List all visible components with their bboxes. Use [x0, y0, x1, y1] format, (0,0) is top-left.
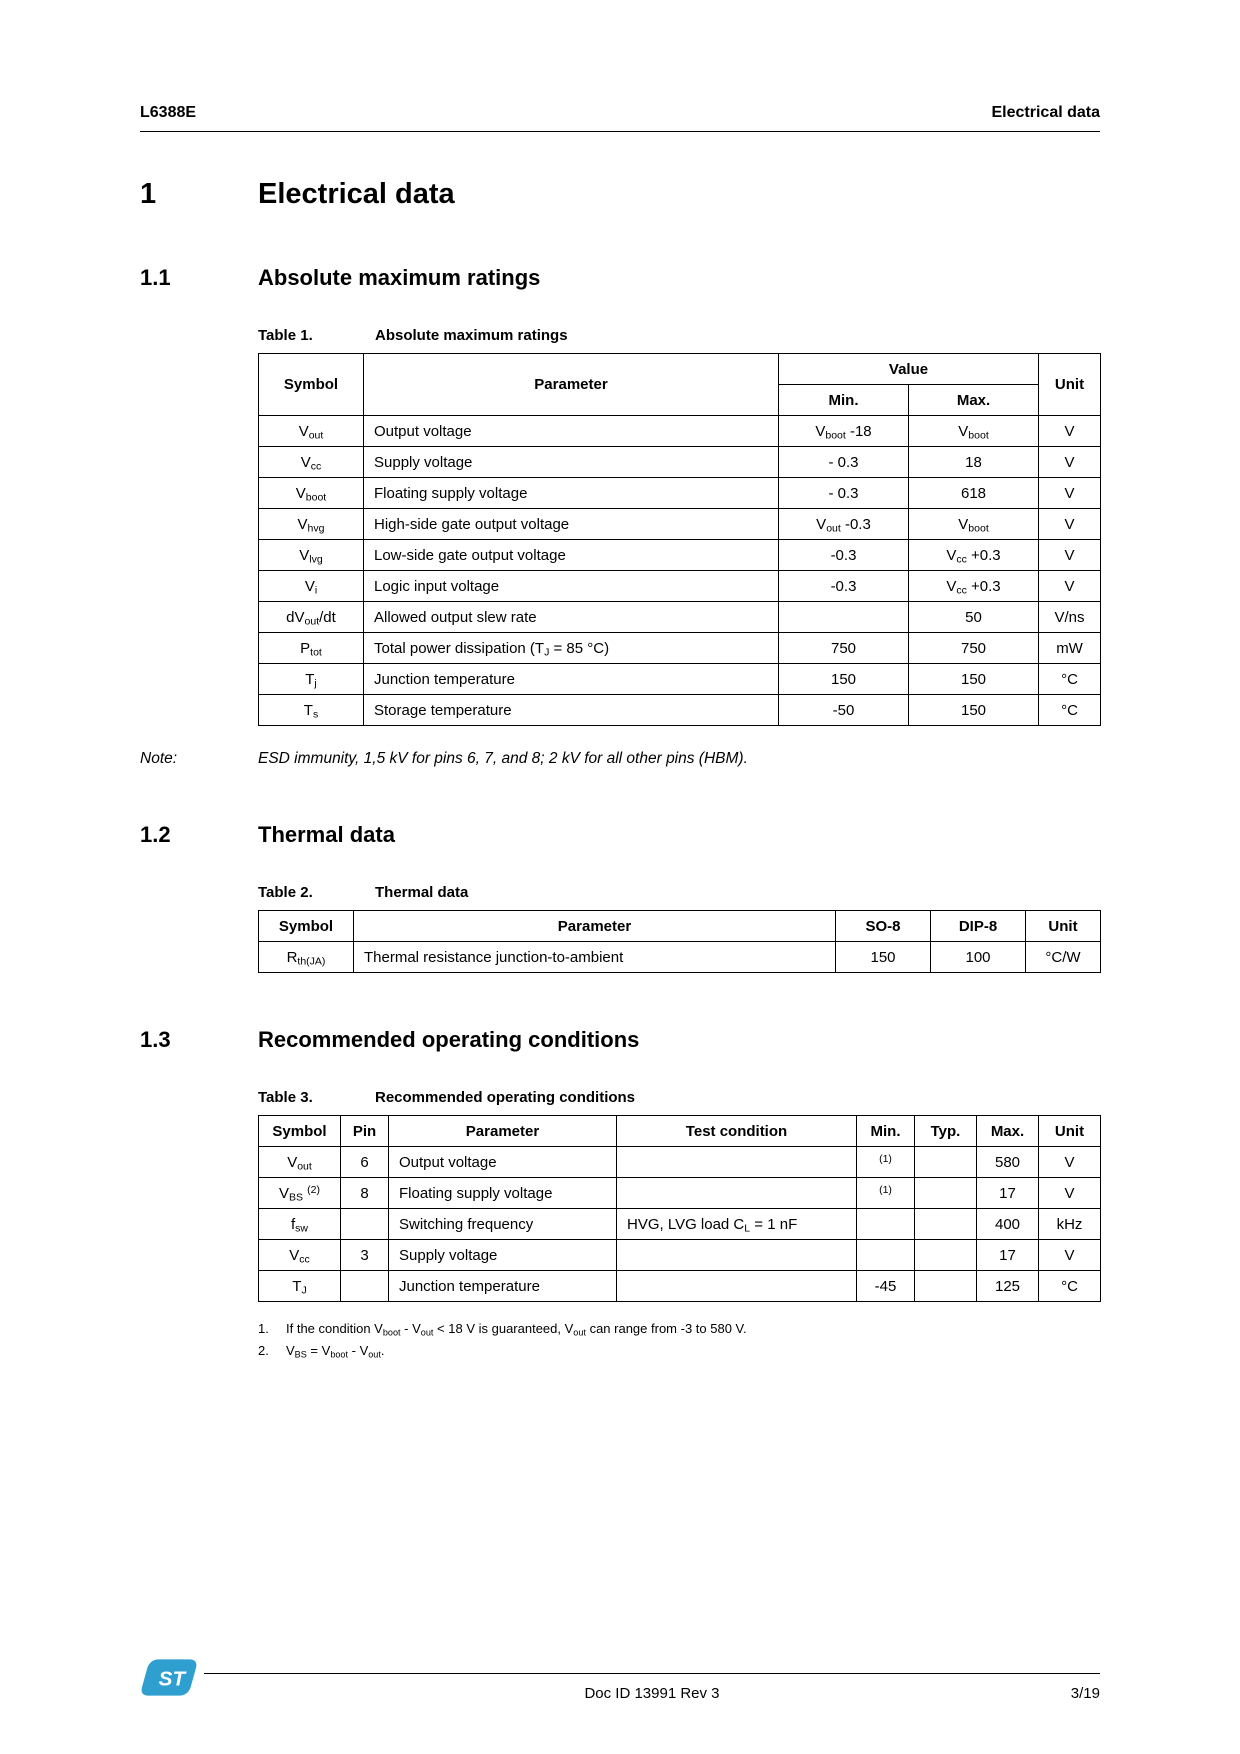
table-row [259, 664, 1101, 695]
cell-symbol: $P_{tot}$ [259, 633, 364, 664]
cell-min [779, 602, 909, 633]
footnote [258, 1343, 1100, 1358]
cell-unit: V [1039, 509, 1101, 540]
cell-pin [341, 1271, 389, 1302]
cell-unit: V [1039, 1240, 1101, 1271]
cell-symbol: $V_i$ [259, 571, 364, 602]
cell-min: -50 [779, 695, 909, 726]
page-footer [140, 1667, 1100, 1702]
footnote-number: 2. [258, 1343, 269, 1358]
cell-max: 150 [909, 664, 1039, 695]
cell-test-condition [617, 1240, 857, 1271]
cell-max: $V_{boot}$ [909, 416, 1039, 447]
cell-pin [341, 1209, 389, 1240]
cell-unit: V [1039, 478, 1101, 509]
col-header-min: Min. [779, 385, 909, 416]
note-label: Note: [140, 750, 178, 767]
st-logo-icon [140, 1657, 198, 1699]
cell-symbol: $V_{BS}$ $^{(2)}$ [259, 1178, 341, 1209]
cell-max: 580 [977, 1147, 1039, 1178]
cell-unit: V [1039, 416, 1101, 447]
section-1-1-heading [140, 265, 1100, 291]
cell-symbol: $f_{sw}$ [259, 1209, 341, 1240]
section-1-heading [140, 178, 1100, 211]
table-row [259, 540, 1101, 571]
cell-unit: °C/W [1026, 942, 1101, 973]
col-header-max: Max. [977, 1116, 1039, 1147]
footnote-text: $V_{BS} = V_{boot} - V_{out}$. [286, 1343, 385, 1360]
cell-so8: 150 [836, 942, 931, 973]
cell-symbol: $R_{th(JA)}$ [259, 942, 354, 973]
cell-parameter: Output voltage [364, 416, 779, 447]
cell-parameter: Low-side gate output voltage [364, 540, 779, 571]
table-caption-label: Table 3. [258, 1089, 313, 1106]
cell-max: 50 [909, 602, 1039, 633]
table-caption-label: Table 1. [258, 327, 313, 344]
col-header-test-condition: Test condition [617, 1116, 857, 1147]
cell-unit: V [1039, 1178, 1101, 1209]
table-row [259, 1147, 1101, 1178]
col-header-parameter: Parameter [364, 354, 779, 416]
cell-parameter: Switching frequency [389, 1209, 617, 1240]
col-header-typ: Typ. [915, 1116, 977, 1147]
footnote-text: If the condition $V_{boot} - V_{out} < 18$ V is guaranteed, $V_{out}$ can range from -3 to 580 V. [286, 1321, 747, 1338]
cell-unit: V [1039, 447, 1101, 478]
cell-symbol: $T_j$ [259, 664, 364, 695]
cell-max: 618 [909, 478, 1039, 509]
cell-pin: 8 [341, 1178, 389, 1209]
cell-min: 150 [779, 664, 909, 695]
table-caption-label: Table 2. [258, 884, 313, 901]
footer-page-number: 3/19 [1070, 1685, 1100, 1702]
cell-parameter: Supply voltage [389, 1240, 617, 1271]
section-1-3-heading [140, 1027, 1100, 1053]
cell-min: - 0.3 [779, 447, 909, 478]
cell-min: 750 [779, 633, 909, 664]
cell-min: (1) [857, 1178, 915, 1209]
cell-unit: V/ns [1039, 602, 1101, 633]
section-title: Recommended operating conditions [258, 1027, 640, 1052]
table-row [259, 633, 1101, 664]
cell-parameter: High-side gate output voltage [364, 509, 779, 540]
section-number: 1.1 [140, 265, 171, 290]
cell-unit: V [1039, 571, 1101, 602]
absolute-maximum-ratings-table [258, 353, 1101, 726]
st-logo-text: ST [158, 1667, 186, 1691]
cell-max: $V_{cc} +0.3$ [909, 540, 1039, 571]
cell-unit: °C [1039, 695, 1101, 726]
table-row [259, 571, 1101, 602]
cell-parameter: Storage temperature [364, 695, 779, 726]
table-row [259, 478, 1101, 509]
footer-rule [204, 1673, 1100, 1702]
cell-parameter: Junction temperature [389, 1271, 617, 1302]
cell-min: $V_{boot}$ -18 [779, 416, 909, 447]
cell-unit: °C [1039, 1271, 1101, 1302]
section-number: 1.2 [140, 822, 171, 847]
cell-parameter: Logic input voltage [364, 571, 779, 602]
cell-symbol: $V_{out}$ [259, 416, 364, 447]
footnote [258, 1321, 1100, 1336]
cell-max: 125 [977, 1271, 1039, 1302]
cell-typ [915, 1240, 977, 1271]
cell-pin: 6 [341, 1147, 389, 1178]
table-row [259, 509, 1101, 540]
col-header-max: Max. [909, 385, 1039, 416]
cell-min [857, 1240, 915, 1271]
cell-max: $V_{cc} +0.3$ [909, 571, 1039, 602]
cell-min: $V_{out}$ -0.3 [779, 509, 909, 540]
cell-parameter: Thermal resistance junction-to-ambient [354, 942, 836, 973]
col-header-pin: Pin [341, 1116, 389, 1147]
section-number: 1.3 [140, 1027, 171, 1052]
cell-typ [915, 1271, 977, 1302]
table-row [259, 1209, 1101, 1240]
section-title: Absolute maximum ratings [258, 265, 541, 290]
cell-test-condition: HVG, LVG load $C_L = 1$ nF [617, 1209, 857, 1240]
cell-parameter: Junction temperature [364, 664, 779, 695]
cell-unit: kHz [1039, 1209, 1101, 1240]
cell-max: 150 [909, 695, 1039, 726]
section-1-2-heading [140, 822, 1100, 848]
cell-min: -45 [857, 1271, 915, 1302]
cell-min: - 0.3 [779, 478, 909, 509]
cell-min: -0.3 [779, 571, 909, 602]
cell-parameter: Output voltage [389, 1147, 617, 1178]
footnote-number: 1. [258, 1321, 269, 1336]
cell-unit: °C [1039, 664, 1101, 695]
cell-parameter: Floating supply voltage [389, 1178, 617, 1209]
col-header-unit: Unit [1039, 1116, 1101, 1147]
cell-parameter: Allowed output slew rate [364, 602, 779, 633]
cell-typ [915, 1178, 977, 1209]
table-row [259, 1240, 1101, 1271]
page-header [140, 104, 1100, 132]
table-2-caption [258, 884, 1100, 901]
footer-doc-id: Doc ID 13991 Rev 3 [584, 1685, 720, 1702]
cell-min: (1) [857, 1147, 915, 1178]
cell-test-condition [617, 1178, 857, 1209]
cell-max: 750 [909, 633, 1039, 664]
cell-symbol: $T_s$ [259, 695, 364, 726]
cell-dip8: 100 [931, 942, 1026, 973]
col-header-parameter: Parameter [389, 1116, 617, 1147]
cell-test-condition [617, 1147, 857, 1178]
col-header-value: Value [779, 354, 1039, 385]
table-row [259, 447, 1101, 478]
col-header-so8: SO-8 [836, 911, 931, 942]
cell-parameter: Total power dissipation ($T_J = 85$ °C) [364, 633, 779, 664]
col-header-parameter: Parameter [354, 911, 836, 942]
section-title: Thermal data [258, 822, 395, 847]
table-row [259, 942, 1101, 973]
col-header-symbol: Symbol [259, 911, 354, 942]
table-header-row [259, 911, 1101, 942]
cell-symbol: $V_{out}$ [259, 1147, 341, 1178]
cell-symbol: $dV_{out}/dt$ [259, 602, 364, 633]
cell-symbol: $V_{cc}$ [259, 447, 364, 478]
thermal-data-table [258, 910, 1101, 973]
cell-min [857, 1209, 915, 1240]
table-row [259, 1178, 1101, 1209]
note-text: ESD immunity, 1,5 kV for pins 6, 7, and 8; 2 kV for all other pins (HBM). [258, 750, 748, 767]
table-header-row [259, 354, 1101, 385]
cell-parameter: Floating supply voltage [364, 478, 779, 509]
header-part-number: L6388E [140, 104, 197, 121]
table-caption-title: Absolute maximum ratings [375, 327, 568, 344]
col-header-symbol: Symbol [259, 1116, 341, 1147]
cell-symbol: $T_J$ [259, 1271, 341, 1302]
cell-unit: mW [1039, 633, 1101, 664]
section-title: Electrical data [258, 178, 455, 210]
cell-max: 18 [909, 447, 1039, 478]
section-number: 1 [140, 178, 157, 210]
cell-pin: 3 [341, 1240, 389, 1271]
cell-symbol: $V_{hvg}$ [259, 509, 364, 540]
table-row [259, 695, 1101, 726]
cell-test-condition [617, 1271, 857, 1302]
cell-typ [915, 1209, 977, 1240]
table-3-caption [258, 1089, 1100, 1106]
cell-max: 17 [977, 1240, 1039, 1271]
col-header-unit: Unit [1039, 354, 1101, 416]
cell-symbol: $V_{boot}$ [259, 478, 364, 509]
table-row [259, 416, 1101, 447]
col-header-dip8: DIP-8 [931, 911, 1026, 942]
cell-unit: V [1039, 540, 1101, 571]
header-section-name: Electrical data [991, 104, 1100, 121]
cell-symbol: $V_{cc}$ [259, 1240, 341, 1271]
table-caption-title: Thermal data [375, 884, 469, 901]
table-header-row [259, 1116, 1101, 1147]
table-caption-title: Recommended operating conditions [375, 1089, 636, 1106]
recommended-operating-conditions-table [258, 1115, 1101, 1302]
cell-max: 17 [977, 1178, 1039, 1209]
table-1-caption [258, 327, 1100, 344]
cell-symbol: $V_{lvg}$ [259, 540, 364, 571]
note [140, 750, 1100, 768]
cell-max: $V_{boot}$ [909, 509, 1039, 540]
cell-max: 400 [977, 1209, 1039, 1240]
cell-parameter: Supply voltage [364, 447, 779, 478]
col-header-symbol: Symbol [259, 354, 364, 416]
table-row [259, 602, 1101, 633]
col-header-min: Min. [857, 1116, 915, 1147]
col-header-unit: Unit [1026, 911, 1101, 942]
cell-typ [915, 1147, 977, 1178]
cell-unit: V [1039, 1147, 1101, 1178]
table-row [259, 1271, 1101, 1302]
footnotes [258, 1314, 1100, 1358]
cell-min: -0.3 [779, 540, 909, 571]
